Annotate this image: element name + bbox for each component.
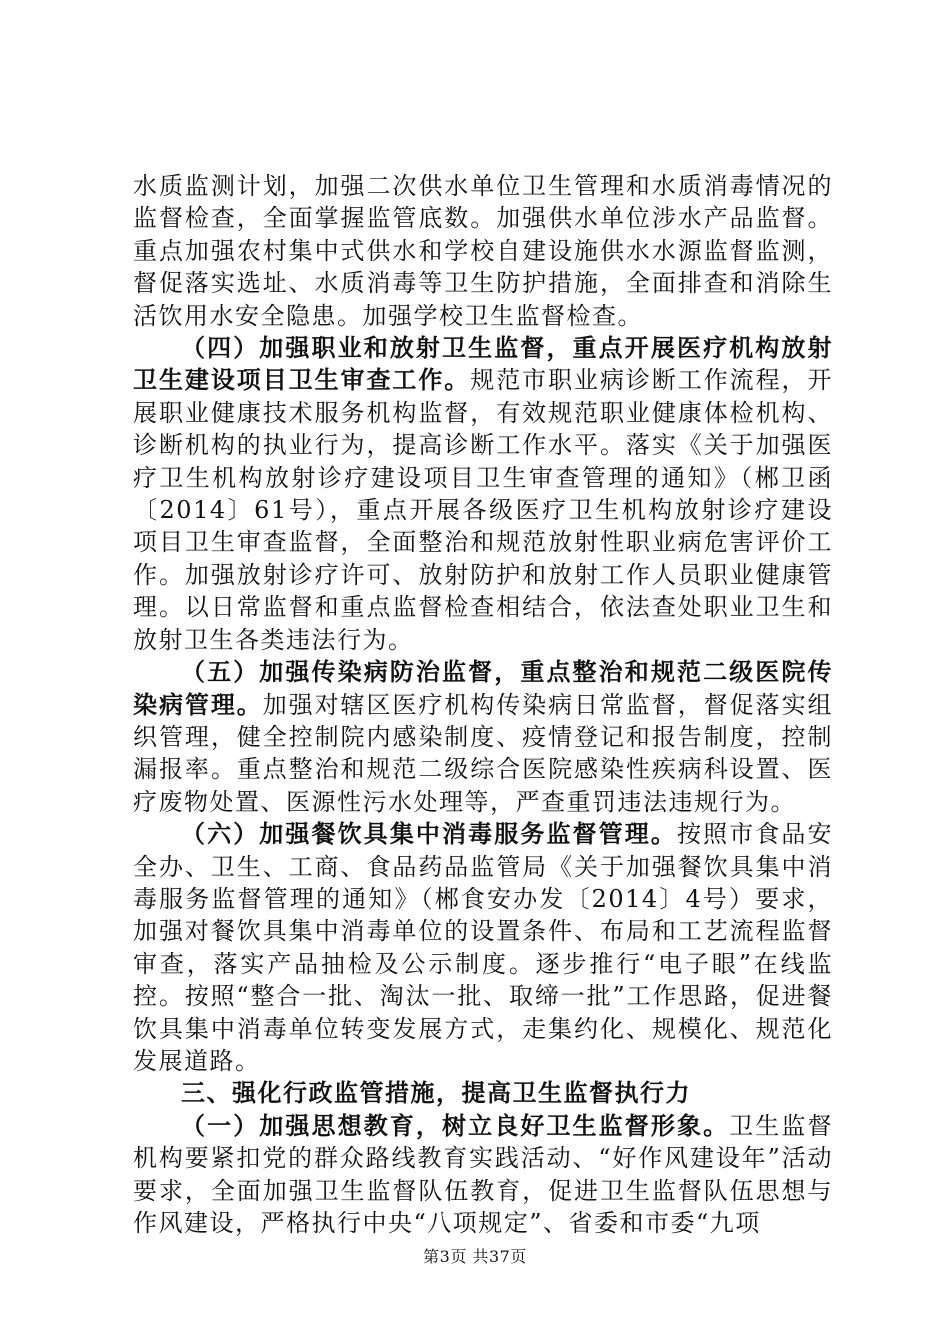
section-title: 三、强化行政监管措施，提高卫生监督执行力 bbox=[181, 1079, 691, 1108]
paragraph-text: 规范市职业病诊断工作流程，开展职业健康技术服务机构监督，有效规范职业健康体检机构、诊断机构的执业行为，提高诊断工作水平。落实《关于加强医疗卫生机构放射诊疗建设项目卫生审查管理的通知》（郴卫函〔2014〕61号），重点开展各级医疗卫生机构放射诊疗建设项目卫生审查监督，全面整治和规范放射性职业病危害评价工作。加强放射诊疗许可、放射防护和放射工作人员职业健康管理。以日常监督和重点监督检查相结合，依法查处职业卫生和放射卫生各类违法行为。 bbox=[133, 366, 833, 654]
paragraph-text: 卫生监督机构要紧扣党的群众路线教育实践活动、“好作风建设年”活动要求，全面加强卫生监督队伍教育，促进卫生监督队伍思想与作风建设，严格执行中央“八项规定”、省委和市委“九项 bbox=[133, 1111, 833, 1237]
paragraph-water-quality bbox=[133, 170, 833, 332]
paragraph-occupational-radiation bbox=[133, 332, 833, 656]
paragraph-heading: （四）加强职业和放射卫生监督，重点开展医疗机构放射卫生建设项目卫生审查工作。 bbox=[133, 334, 833, 395]
section-heading bbox=[133, 1077, 833, 1109]
page-number-footer: 第3页 共37页 bbox=[423, 1247, 527, 1266]
paragraph-text: 水质监测计划，加强二次供水单位卫生管理和水质消毒情况的监督检查，全面掌握监管底数。加强供水单位涉水产品监督。重点加强农村集中式供水和学校自建设施供水水源监督监测，督促落实选址、水质消毒等卫生防护措施，全面排查和消除生活饮用水安全隐患。加强学校卫生监督检查。 bbox=[133, 172, 833, 330]
paragraph-heading: （一）加强思想教育，树立良好卫生监督形象。 bbox=[181, 1111, 730, 1140]
paragraph-text: 加强对辖区医疗机构传染病日常监督，督促落实组织管理，健全控制院内感染制度、疫情登记和报告制度，控制漏报率。重点整治和规范二级综合医院感染性疾病科设置、医疗废物处置、医源性污水处理等，严查重罚违法违规行为。 bbox=[133, 690, 834, 816]
paragraph-tableware-disinfection bbox=[133, 818, 833, 1077]
paragraph-text: 按照市食品安全办、卫生、工商、食品药品监管局《关于加强餐饮具集中消毒服务监督管理的通知》（郴食安办发〔2014〕4号）要求，加强对餐饮具集中消毒单位的设置条件、布局和工艺流程监督审查，落实产品抽检及公示制度。逐步推行“电子眼”在线监控。按照“整合一批、淘汰一批、取缔一批”工作思路，促进餐饮具集中消毒单位转变发展方式，走集约化、规模化、规范化发展道路。 bbox=[133, 820, 834, 1075]
paragraph-infectious-disease bbox=[133, 656, 833, 818]
body-text bbox=[133, 170, 833, 1239]
paragraph-heading: （六）加强餐饮具集中消毒服务监督管理。 bbox=[181, 820, 677, 849]
paragraph-heading: （五）加强传染病防治监督，重点整治和规范二级医院传染病管理。 bbox=[133, 658, 833, 719]
paragraph-ideological-education bbox=[133, 1110, 833, 1240]
